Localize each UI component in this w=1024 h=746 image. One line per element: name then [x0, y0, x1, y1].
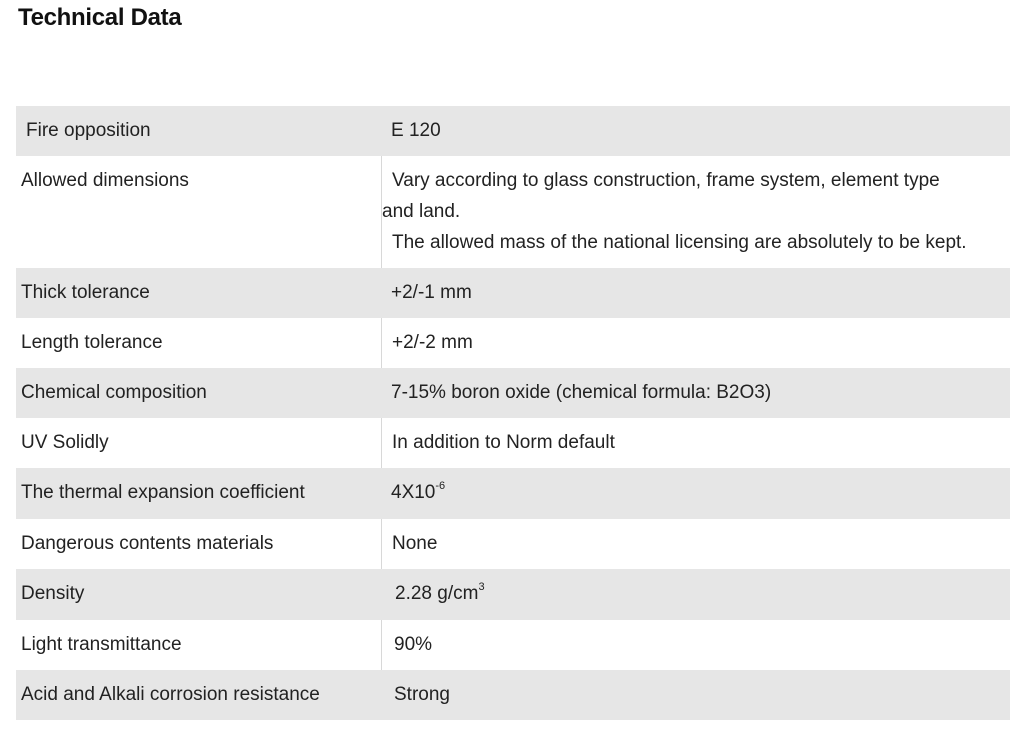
row-label: The thermal expansion coefficient	[21, 482, 305, 503]
table-row	[16, 368, 1010, 418]
row-value: E 120	[391, 120, 441, 141]
row-label: Length tolerance	[21, 332, 163, 353]
table-row	[16, 318, 1010, 368]
table-row	[16, 268, 1010, 318]
row-label: Fire opposition	[26, 120, 151, 141]
value-base: 2.28 g/cm	[395, 583, 479, 604]
row-value	[381, 569, 1010, 620]
row-label: Density	[21, 583, 85, 604]
table-row	[16, 418, 1010, 468]
row-value: Strong	[394, 684, 450, 705]
row-value: None	[381, 519, 1010, 569]
row-value: 90%	[381, 620, 1010, 670]
row-value: +2/-1 mm	[391, 282, 472, 303]
row-value: In addition to Norm default	[381, 418, 1010, 468]
row-label: Thick tolerance	[21, 282, 150, 303]
row-label: Dangerous contents materials	[21, 533, 274, 554]
value-line: and land.	[382, 201, 461, 222]
row-value	[381, 468, 1010, 519]
value-line: Vary according to glass construction, frame system, element type	[392, 170, 940, 191]
row-value-multiline	[381, 156, 1010, 268]
row-value: 7-15% boron oxide (chemical formula: B2O3)	[391, 382, 772, 403]
table-row	[16, 519, 1010, 569]
value-superscript: -6	[435, 480, 446, 492]
table-row	[16, 569, 1010, 620]
table-row	[16, 156, 1010, 268]
row-value: +2/-2 mm	[381, 318, 1010, 368]
value-superscript: 3	[478, 581, 485, 593]
table-row	[16, 620, 1010, 670]
value-line: The allowed mass of the national licensing are absolutely to be kept.	[392, 232, 967, 253]
page-title: Technical Data	[18, 4, 182, 31]
row-label: Chemical composition	[21, 382, 207, 403]
value-base: 4X10	[391, 482, 436, 503]
row-label: Acid and Alkali corrosion resistance	[21, 684, 320, 705]
technical-data-table	[16, 106, 1010, 720]
table-row	[16, 670, 1010, 720]
row-label: Allowed dimensions	[21, 170, 189, 191]
row-label: Light transmittance	[21, 634, 182, 655]
row-label: UV Solidly	[21, 432, 109, 453]
table-row	[16, 468, 1010, 519]
table-row	[16, 106, 1010, 156]
